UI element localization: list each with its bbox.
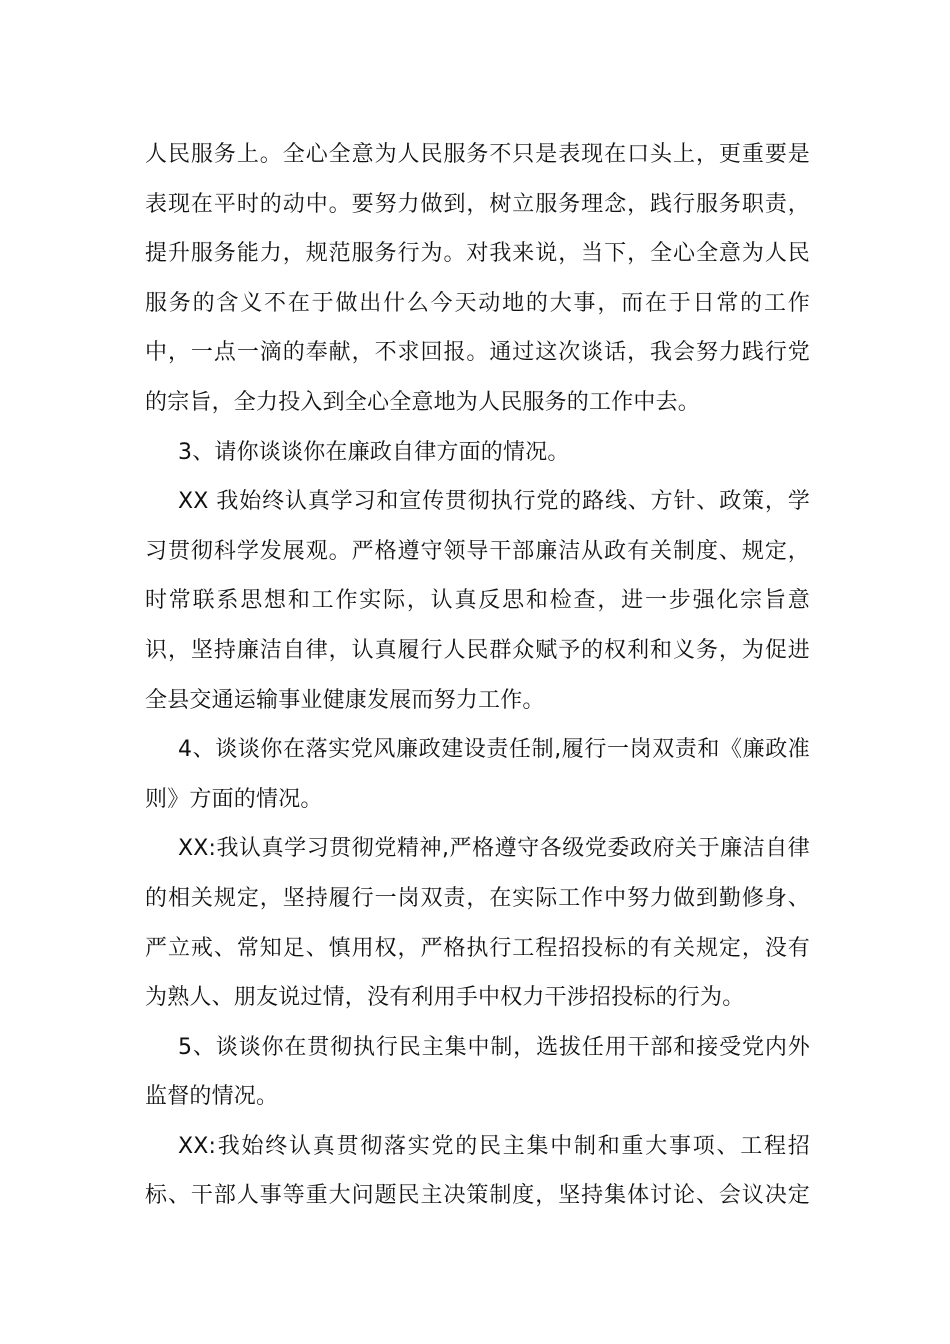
- text-line: 提升服务能力，规范服务行为。对我来说，当下，全心全意为人民: [145, 241, 810, 267]
- question-3: 3、请你谈谈你在廉政自律方面的情况。: [178, 439, 570, 465]
- text-line: 习贯彻科学发展观。严格遵守领导干部廉洁从政有关制度、规定，: [145, 538, 810, 564]
- text-line: 的相关规定，坚持履行一岗双责，在实际工作中努力做到勤修身、: [145, 885, 810, 911]
- text-line: 中，一点一滴的奉献，不求回报。通过这次谈话，我会努力践行党: [145, 340, 810, 366]
- text-line: 严立戒、常知足、慎用权，严格执行工程招投标的有关规定，没有: [145, 935, 810, 961]
- text-line: 全县交通运输事业健康发展而努力工作。: [145, 687, 545, 713]
- text-line: 的宗旨，全力投入到全心全意地为人民服务的工作中去。: [145, 389, 701, 415]
- text-line: 监督的情况。: [145, 1084, 279, 1110]
- document-body: [145, 130, 810, 1221]
- question-5: 5、谈谈你在贯彻执行民主集中制，选拔任用干部和接受党内外: [178, 1034, 810, 1060]
- answer-3-line: XX 我始终认真学习和宣传贯彻执行党的路线、方针、政策，学: [178, 489, 810, 515]
- text-line: 时常联系思想和工作实际，认真反思和检查，进一步强化宗旨意: [145, 588, 810, 614]
- question-4: 4、谈谈你在落实党风廉政建设责任制,履行一岗双责和《廉政准: [178, 737, 810, 763]
- answer-4-line: XX:我认真学习贯彻党精神,严格遵守各级党委政府关于廉洁自律: [178, 836, 810, 862]
- text-line: 标、干部人事等重大问题民主决策制度，坚持集体讨论、会议决定: [145, 1183, 810, 1209]
- text-line: 服务的含义不在于做出什么今天动地的大事，而在于日常的工作: [145, 290, 810, 316]
- text-line: 为熟人、朋友说过情，没有利用手中权力干涉招投标的行为。: [145, 985, 745, 1011]
- text-line: 人民服务上。全心全意为人民服务不只是表现在口头上，更重要是: [145, 142, 810, 167]
- text-line: 则》方面的情况。: [145, 786, 323, 812]
- answer-5-line: XX:我始终认真贯彻落实党的民主集中制和重大事项、工程招: [178, 1133, 810, 1159]
- text-line: 识，坚持廉洁自律，认真履行人民群众赋予的权利和义务，为促进: [145, 637, 810, 663]
- text-line: 表现在平时的动中。要努力做到，树立服务理念，践行服务职责，: [145, 191, 810, 217]
